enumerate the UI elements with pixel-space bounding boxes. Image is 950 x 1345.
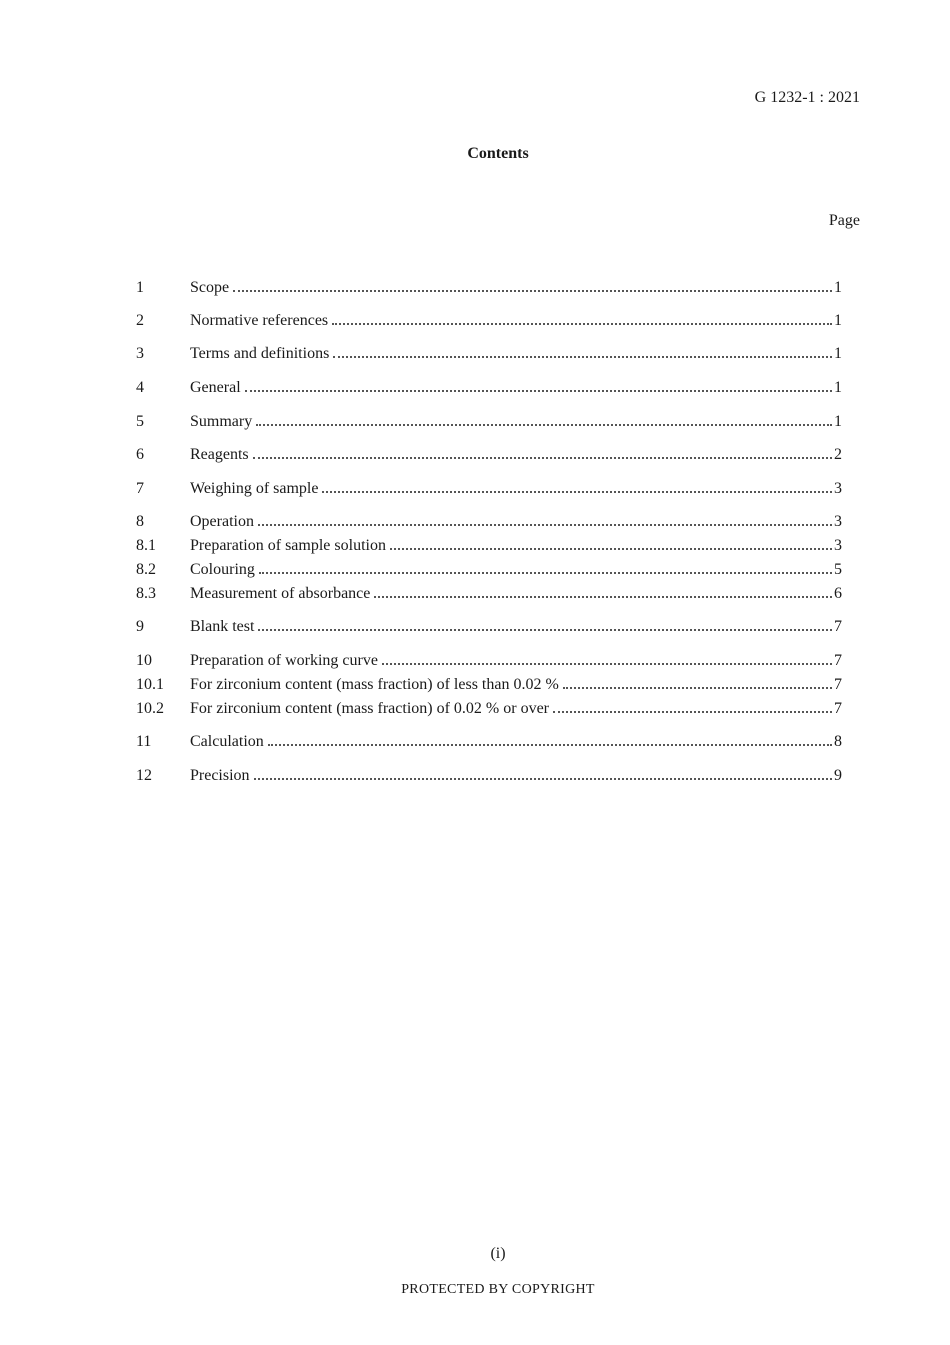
- dot-leader: [390, 548, 832, 550]
- toc-entry-title: Calculation: [190, 733, 264, 750]
- toc-entry-page: 7: [834, 700, 842, 717]
- toc-entry-page: 2: [834, 446, 842, 463]
- toc-entry-number: 12: [136, 767, 152, 784]
- dot-leader: [245, 390, 832, 392]
- toc-entry-page: 8: [834, 733, 842, 750]
- toc-entry-page: 5: [834, 561, 842, 578]
- toc-entry[interactable]: [136, 277, 842, 299]
- toc-entry[interactable]: [136, 478, 842, 500]
- toc-entry[interactable]: [136, 511, 842, 533]
- toc-entry-number: 4: [136, 379, 144, 396]
- toc-entry[interactable]: [136, 650, 842, 672]
- page-title: Contents: [467, 145, 529, 162]
- toc-entry-title: General: [190, 379, 241, 396]
- dot-leader: [258, 629, 832, 631]
- toc-entry-page: 7: [834, 676, 842, 693]
- toc-entry-number: 8.3: [136, 585, 156, 602]
- dot-leader: [322, 491, 832, 493]
- toc-entry-number: 9: [136, 618, 144, 635]
- toc-entry-title: Reagents: [190, 446, 249, 463]
- toc-entry-number: 5: [136, 413, 144, 430]
- toc-entry[interactable]: [136, 343, 842, 365]
- dot-leader: [253, 457, 832, 459]
- toc-entry-title: For zirconium content (mass fraction) of less than 0.02 %: [190, 676, 559, 693]
- toc-entry-number: 11: [136, 733, 152, 750]
- dot-leader: [553, 711, 832, 713]
- toc-entry-number: 3: [136, 345, 144, 362]
- toc-entry-number: 2: [136, 312, 144, 329]
- toc-entry-number: 8: [136, 513, 144, 530]
- toc-entry[interactable]: [136, 559, 842, 581]
- toc-entry[interactable]: [136, 411, 842, 433]
- dot-leader: [333, 356, 832, 358]
- toc-entry-title: Operation: [190, 513, 254, 530]
- toc-entry-title: Preparation of sample solution: [190, 537, 386, 554]
- toc-entry-number: 10.2: [136, 700, 164, 717]
- toc-entry-number: 8.2: [136, 561, 156, 578]
- toc-entry[interactable]: [136, 765, 842, 787]
- toc-entry-title: Precision: [190, 767, 250, 784]
- toc-entry-page: 3: [834, 513, 842, 530]
- toc-entry[interactable]: [136, 377, 842, 399]
- toc-entry-title: Preparation of working curve: [190, 652, 378, 669]
- toc-entry[interactable]: [136, 583, 842, 605]
- toc-entry-title: Summary: [190, 413, 253, 430]
- toc-entry-number: 10: [136, 652, 152, 669]
- toc-entry-title: Weighing of sample: [190, 480, 319, 497]
- toc-entry-number: 10.1: [136, 676, 164, 693]
- toc-entry[interactable]: [136, 698, 842, 720]
- footer-page-number: (i): [490, 1245, 506, 1262]
- dot-leader: [256, 424, 832, 426]
- toc-entry[interactable]: [136, 674, 842, 696]
- dot-leader: [254, 778, 832, 780]
- toc-entry-page: 3: [834, 537, 842, 554]
- toc-entry[interactable]: [136, 616, 842, 638]
- toc-entry-title: Normative references: [190, 312, 329, 329]
- toc-entry-title: Terms and definitions: [190, 345, 330, 362]
- toc-entry-page: 1: [834, 379, 842, 396]
- toc-entry-page: 7: [834, 652, 842, 669]
- toc-entry[interactable]: [136, 310, 842, 332]
- dot-leader: [374, 596, 832, 598]
- toc-entry-title: Scope: [190, 279, 230, 296]
- toc-entry-title: For zirconium content (mass fraction) of 0.02 % or over: [190, 700, 550, 717]
- dot-leader: [382, 663, 832, 665]
- toc-entry-title: Colouring: [190, 561, 255, 578]
- toc-entry[interactable]: [136, 731, 842, 753]
- toc-entry-page: 1: [834, 345, 842, 362]
- toc-entry-number: 6: [136, 446, 144, 463]
- toc-entry-title: Measurement of absorbance: [190, 585, 371, 602]
- toc-entry-page: 6: [834, 585, 842, 602]
- toc-entry-page: 1: [834, 312, 842, 329]
- dot-leader: [258, 524, 832, 526]
- document-id: G 1232-1 : 2021: [754, 89, 860, 106]
- dot-leader: [259, 572, 832, 574]
- toc-entry-page: 3: [834, 480, 842, 497]
- toc-entry-page: 9: [834, 767, 842, 784]
- toc-entry-page: 7: [834, 618, 842, 635]
- toc-entry-number: 8.1: [136, 537, 156, 554]
- dot-leader: [233, 290, 832, 292]
- dot-leader: [268, 744, 832, 746]
- toc-entry[interactable]: [136, 444, 842, 466]
- page-column-label: Page: [828, 212, 860, 229]
- toc-entry-number: 7: [136, 480, 144, 497]
- toc-entry-title: Blank test: [190, 618, 255, 635]
- dot-leader: [563, 687, 832, 689]
- toc-entry[interactable]: [136, 535, 842, 557]
- copyright-notice: PROTECTED BY COPYRIGHT: [401, 1282, 595, 1297]
- toc-entry-number: 1: [136, 279, 144, 296]
- dot-leader: [332, 323, 832, 325]
- toc-entry-page: 1: [834, 279, 842, 296]
- toc-entry-page: 1: [834, 413, 842, 430]
